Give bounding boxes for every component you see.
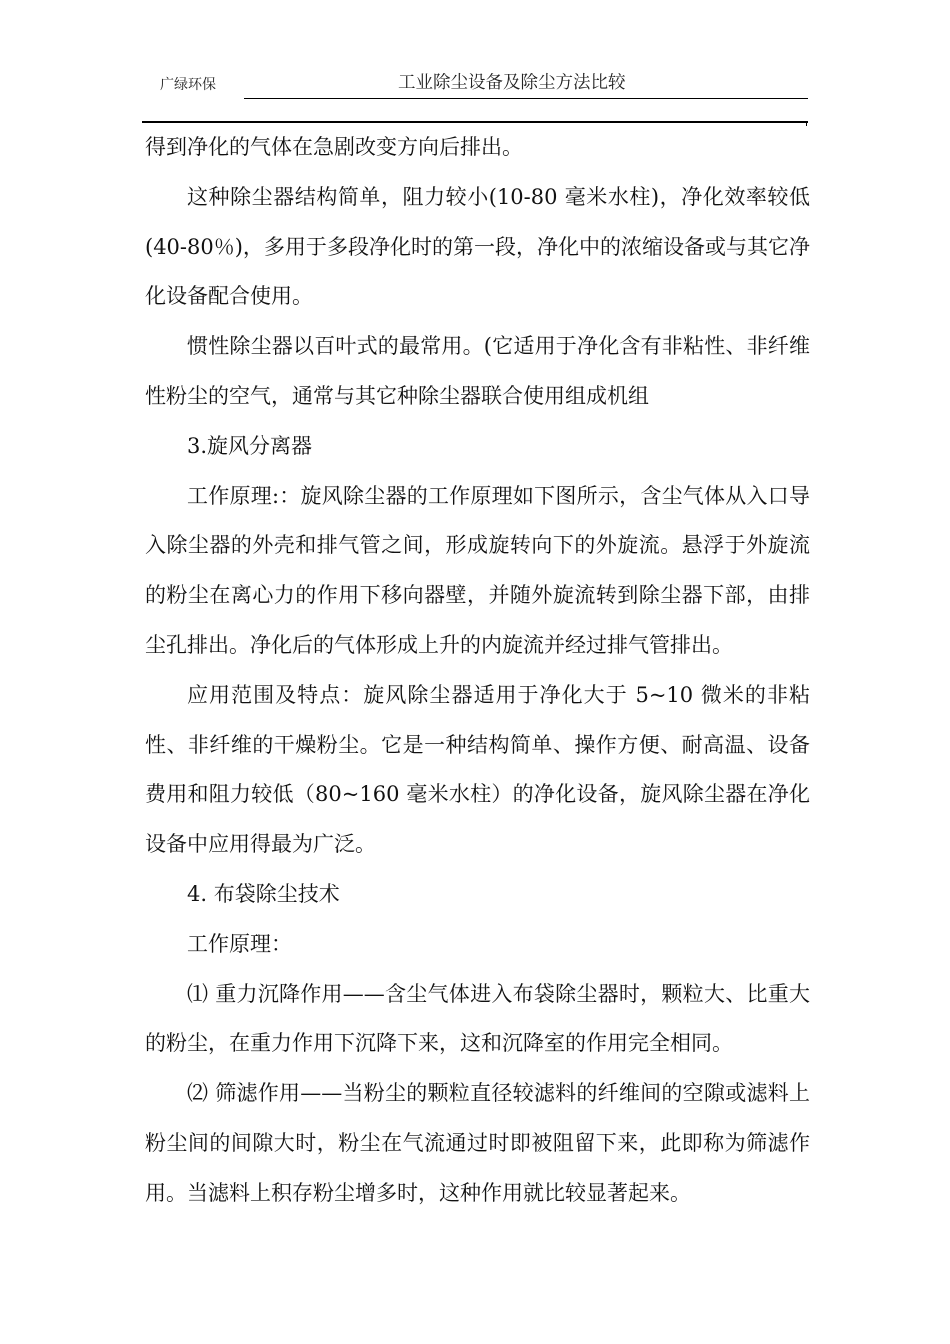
subheading-principle: 工作原理： xyxy=(187,931,292,956)
section-heading-cyclone: 3.旋风分离器 xyxy=(187,433,313,458)
header-company: 广绿环保 xyxy=(160,77,216,93)
paragraph-continuation: 得到净化的气体在急剧改变方向后排出。 xyxy=(145,135,523,159)
paragraph-inertial: 惯性除尘器以百叶式的最常用。(它适用于净化含有非粘性、非纤维性粉尘的空气，通常与其它种除尘器联合使用组成机组 xyxy=(145,334,810,408)
paragraph-sieving: ⑵ 筛滤作用——当粉尘的颗粒直径较滤料的纤维间的空隙或滤料上粉尘间的间隙大时，粉尘在气流通过时即被阻留下来，此即称为筛滤作用。当滤料上积存粉尘增多时，这种作用就比较显著起来。 xyxy=(145,1081,810,1205)
document-body xyxy=(145,123,810,1219)
header-rule-thin xyxy=(244,98,808,99)
header-title: 工业除尘设备及除尘方法比较 xyxy=(398,73,626,93)
paragraph-gravity-settling: ⑴ 重力沉降作用——含尘气体进入布袋除尘器时，颗粒大、比重大的粉尘，在重力作用下沉降下来，这和沉降室的作用完全相同。 xyxy=(145,981,810,1056)
paragraph-cyclone-principle: 工作原理:：旋风除尘器的工作原理如下图所示，含尘气体从入口导入除尘器的外壳和排气管之间，形成旋转向下的外旋流。悬浮于外旋流的粉尘在离心力的作用下移向器壁，并随外旋流转到除尘器下部，由排尘孔排出。净化后的气体形成上升的内旋流并经过排气管排出。 xyxy=(145,483,810,657)
paragraph-structure: 这种除尘器结构简单，阻力较小(10-80 毫米水柱)，净化效率较低(40-80％)，多用于多段净化时的第一段，净化中的浓缩设备或与其它净化设备配合使用。 xyxy=(145,184,810,309)
paragraph-cyclone-application: 应用范围及特点：旋风除尘器适用于净化大于 5~10 微米的非粘性、非纤维的干燥粉尘。它是一种结构简单、操作方便、耐高温、设备费用和阻力较低（80~160 毫米水柱）的净化设备，旋风除尘器在净化设备中应用得最为广泛。 xyxy=(145,682,810,857)
section-heading-baghouse: 4. 布袋除尘技术 xyxy=(187,881,340,906)
